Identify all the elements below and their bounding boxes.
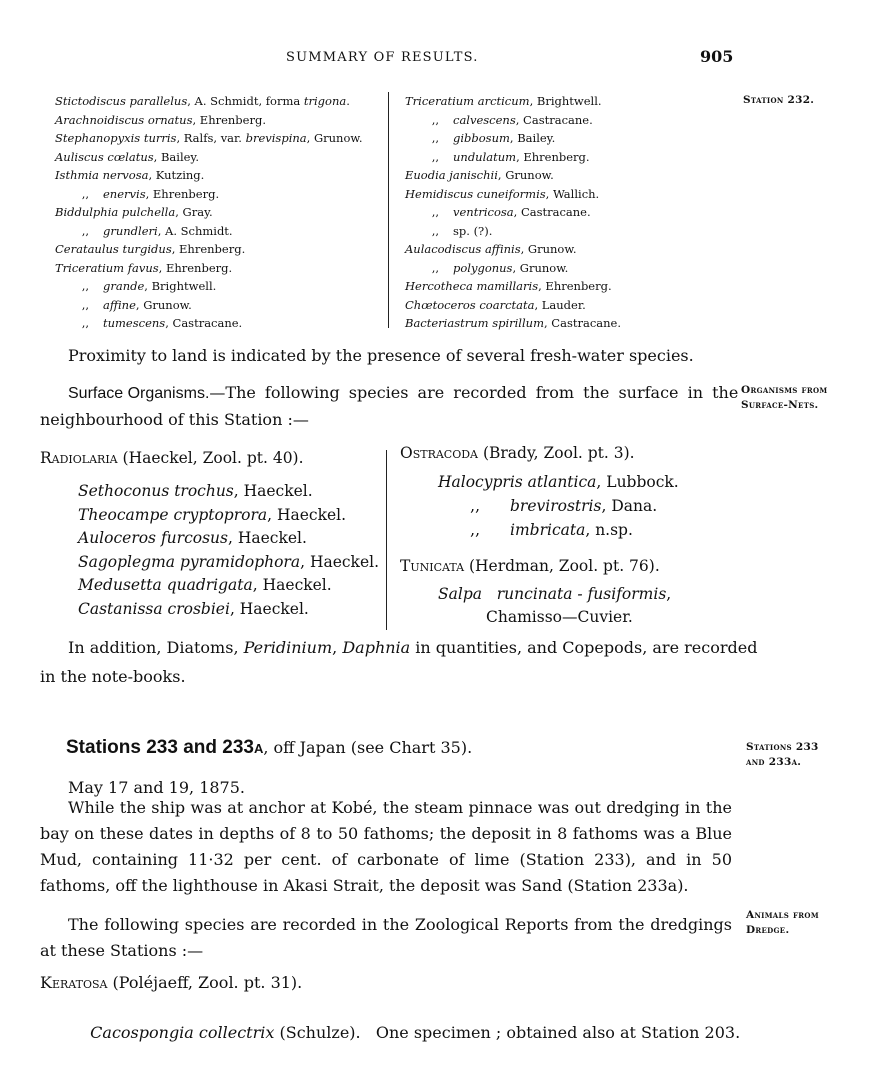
species-authority: , Ehrenberg. (538, 279, 612, 293)
addition-c: , (332, 638, 343, 657)
species-authority: , Ehrenberg. (145, 186, 220, 201)
species-name: Biddulphia pulchella (55, 205, 176, 219)
species-name: Chœtoceros coarctata (405, 297, 535, 312)
species-authority: , Lauder. (534, 297, 586, 312)
radiolaria-item (78, 551, 379, 575)
ditto-mark: ,, (81, 316, 89, 330)
proximity-note: Proximity to land is indicated by the presence of several fresh-water species. (68, 346, 694, 365)
species-name: Cerataulus turgidus (55, 242, 172, 256)
stations-heading (66, 737, 472, 759)
species-name: Bacteriastrum spirillum (405, 316, 544, 330)
margin-note-organisms (741, 383, 827, 413)
ditto-mark: ,, (81, 186, 89, 201)
species-authority: , Grunow. (497, 168, 554, 182)
species-name: ventricosa (453, 205, 514, 219)
species-name: Stephanopyxis turris (55, 131, 177, 145)
surface-heading: Surface Organisms. (68, 385, 210, 402)
species-row (55, 129, 380, 148)
species-name: imbricata (510, 521, 586, 539)
ostracoda-group: Ostracoda (400, 444, 479, 462)
species-name: enervis (103, 186, 146, 201)
species-authority: , Kutzing. (148, 168, 205, 182)
page-number: 905 (700, 47, 734, 66)
species-name: Hemidiscus cuneiformis (405, 186, 546, 201)
column-divider-2 (386, 450, 387, 630)
radiolaria-item (78, 527, 379, 551)
species-row (55, 166, 380, 185)
species-name: Triceratium favus (55, 260, 159, 275)
margin-note-stations (746, 740, 819, 770)
ditto-mark: ,, (81, 279, 89, 293)
species-authority: , Haeckel. (229, 599, 309, 618)
margin-animals-line2: Dredge. (746, 924, 790, 936)
species-name: Auloceros furcosus (78, 529, 228, 547)
species-authority: , A. Schmidt. (157, 223, 233, 238)
species-row (405, 240, 665, 259)
species-extra: brevispina (245, 131, 307, 145)
radiolaria-item (78, 504, 379, 528)
species-authority: , Dana. (601, 497, 658, 515)
species-authority: , Wallich. (545, 186, 600, 201)
species-name: Sethoconus trochus (78, 482, 234, 500)
keratosa-group: Keratosa (40, 973, 108, 992)
radiolaria-item (78, 598, 379, 622)
species-list-right (405, 92, 665, 333)
species-authority: , Gray. (175, 205, 213, 219)
species-authority: , Grunow. (520, 242, 577, 256)
addition-daphnia: Daphnia (342, 638, 411, 657)
species-name: Castanissa crosbiei (78, 599, 230, 618)
ditto-mark: ,, (81, 223, 89, 238)
species-authority: , Ralfs, var. (176, 131, 246, 145)
radiolaria-item (78, 574, 379, 598)
addition-line2: in the note-books. (40, 667, 186, 686)
surface-intro-b: neighbourhood of this Station :— (40, 410, 309, 429)
margin-stations-line1: Stations 233 (746, 741, 819, 753)
species-end: . (346, 94, 350, 108)
addition-peridinium: Peridinium (243, 638, 333, 657)
species-row (405, 111, 665, 130)
species-authority: , Ehrenberg. (192, 112, 266, 127)
species-authority: , Castracane. (165, 316, 243, 330)
tunicata-auth: , (666, 585, 672, 603)
species-name: Sagoplegma pyramidophora (78, 552, 301, 571)
ostracoda-item (400, 518, 679, 542)
species-row (405, 203, 665, 222)
species-name: undulatum (453, 149, 517, 164)
species-row (55, 277, 380, 296)
ditto-mark: ,, (431, 149, 439, 164)
species-name: Isthmia nervosa (55, 168, 149, 182)
radiolaria-list (78, 480, 379, 621)
species-authority: , Haeckel. (227, 529, 307, 547)
species-row (55, 203, 380, 222)
tunicata-group: Tunicata (400, 557, 465, 575)
species-list-left (55, 92, 380, 333)
stations-paragraph: While the ship was at anchor at Kobé, the steam pinnace was out dredging in the bay on these dates in depths of 8 to 50 fathoms; the deposit in 8 fathoms was a Blue Mud, containing 11·32 per cent. of carbonate of lime (Station 233), and in 50 fathoms, off the lighthouse in Akasi Strait, the deposit was Sand (Station 233a). (40, 798, 732, 895)
ditto-mark: ,, (431, 205, 439, 219)
species-authority: , A. Schmidt, forma (187, 94, 304, 108)
species-authority: , Grunow. (135, 297, 192, 312)
column-divider (388, 92, 389, 328)
addition-line1 (68, 635, 757, 661)
radiolaria-ref: (Haeckel, Zool. pt. 40). (117, 449, 304, 467)
ditto-mark: ,, (431, 260, 439, 275)
species-authority: , Castracane. (543, 316, 621, 330)
species-name: Auliscus cœlatus (55, 149, 154, 164)
species-authority: , n.sp. (585, 521, 633, 539)
ostracoda-item (400, 494, 679, 518)
species-name: calvescens (453, 112, 516, 127)
keratosa-heading (40, 970, 302, 996)
ditto-mark: ,, (470, 497, 480, 515)
species-authority: , Haeckel. (300, 552, 380, 571)
ditto-mark: ,, (431, 112, 439, 127)
species-row (405, 314, 665, 333)
stations-heading-main: Stations 233 and 233 (66, 737, 254, 758)
ostracoda-heading (400, 444, 635, 462)
species-row (405, 185, 665, 204)
stations-heading-tail: , off Japan (see Chart 35). (263, 738, 473, 757)
species-name: brevirostris (510, 497, 602, 515)
species-name: Stictodiscus parallelus (55, 94, 188, 108)
species-name: polygonus (453, 260, 513, 275)
species-authority: , Grunow. (512, 260, 569, 275)
running-title: SUMMARY OF RESULTS. (286, 50, 479, 65)
tunicata-auth-2: Chamisso—Cuvier. (486, 608, 633, 626)
species-end: , Grunow. (306, 131, 363, 145)
species-row (55, 111, 380, 130)
species-name: Hercotheca mamillaris (405, 279, 539, 293)
species-row (405, 148, 665, 167)
ostracoda-ref: (Brady, Zool. pt. 3). (478, 444, 635, 462)
species-row (55, 222, 380, 241)
species-authority: , Bailey. (509, 131, 556, 145)
species-extra: trigona (303, 94, 347, 108)
keratosa-entry (80, 994, 740, 1046)
ditto-mark: ,, (431, 223, 439, 238)
species-authority: , Haeckel. (252, 576, 332, 594)
species-name: Euodia janischii (405, 168, 498, 182)
margin-stations-line2: and 233a. (746, 756, 802, 768)
species-row (405, 296, 665, 315)
species-authority: , Castracane. (513, 205, 591, 219)
stations-date: May 17 and 19, 1875. (68, 778, 245, 797)
margin-organisms-line1: Organisms from (741, 384, 828, 396)
ostracoda-item (400, 470, 679, 494)
species-authority: sp. (?). (453, 223, 493, 238)
ostracoda-list (400, 470, 679, 542)
species-row (55, 314, 380, 333)
species-row (405, 129, 665, 148)
addition-e: in quantities, and Copepods, are recorded (410, 638, 758, 657)
species-authority: , Ehrenberg. (516, 149, 590, 164)
radiolaria-heading (40, 449, 304, 467)
radiolaria-item (78, 480, 379, 504)
tunicata-heading (400, 557, 660, 575)
species-name: Arachnoidiscus ornatus (55, 112, 193, 127)
species-row (55, 240, 380, 259)
species-row (55, 148, 380, 167)
species-name: Triceratium arcticum (405, 94, 530, 108)
species-authority: , Lubbock. (596, 473, 679, 491)
species-name: gibbosum (453, 131, 510, 145)
radiolaria-group: Radiolaria (40, 449, 118, 467)
species-name: Halocypris atlantica (438, 473, 597, 491)
stations-heading-sub: a (253, 737, 264, 758)
addition-a: In addition, Diatoms, (68, 638, 244, 657)
species-name: Theocampe cryptoprora (78, 505, 268, 524)
tunicata-species: Salpa runcinata - fusiformis (438, 585, 667, 603)
margin-note-animals (746, 908, 819, 938)
species-authority: , Ehrenberg. (158, 260, 233, 275)
species-authority: , Bailey. (153, 149, 200, 164)
keratosa-species: Cacospongia collectrix (90, 1023, 275, 1042)
species-authority: , Haeckel. (267, 505, 347, 524)
species-name: grande (103, 279, 145, 293)
species-name: affine (103, 297, 136, 312)
species-row (55, 185, 380, 204)
species-name: tumescens (103, 316, 166, 330)
species-row (405, 277, 665, 296)
species-authority: , Castracane. (515, 112, 593, 127)
tunicata-list (400, 583, 671, 629)
species-name: Aulacodiscus affinis (405, 242, 521, 256)
species-row (55, 296, 380, 315)
ditto-mark: ,, (431, 131, 439, 145)
species-name: Medusetta quadrigata (78, 576, 253, 594)
ditto-mark: ,, (81, 297, 89, 312)
species-row (405, 92, 665, 111)
species-row (405, 259, 665, 278)
margin-note-station-232: Station 232. (743, 94, 815, 106)
species-intro: The following species are recorded in the Zoological Reports from the dredgings at these Stations :— (40, 915, 732, 960)
keratosa-rest: (Schulze). One specimen ; obtained also at Station 203. (274, 1023, 741, 1042)
surface-intro (68, 380, 739, 407)
species-name: grundleri (103, 223, 158, 238)
species-authority: , Brightwell. (529, 94, 602, 108)
species-authority: , Brightwell. (144, 279, 217, 293)
keratosa-ref: (Poléjaeff, Zool. pt. 31). (107, 973, 303, 992)
species-authority: , Ehrenberg. (171, 242, 246, 256)
surface-intro-a: —The following species are recorded from the surface in the (209, 383, 739, 402)
species-authority: , Haeckel. (233, 482, 313, 500)
margin-animals-line1: Animals from (746, 909, 819, 921)
ditto-mark: ,, (470, 521, 480, 539)
tunicata-ref: (Herdman, Zool. pt. 76). (464, 557, 660, 575)
species-row (405, 222, 665, 241)
species-row (55, 92, 380, 111)
species-row (405, 166, 665, 185)
margin-organisms-line2: Surface-Nets. (741, 399, 819, 411)
species-row (55, 259, 380, 278)
